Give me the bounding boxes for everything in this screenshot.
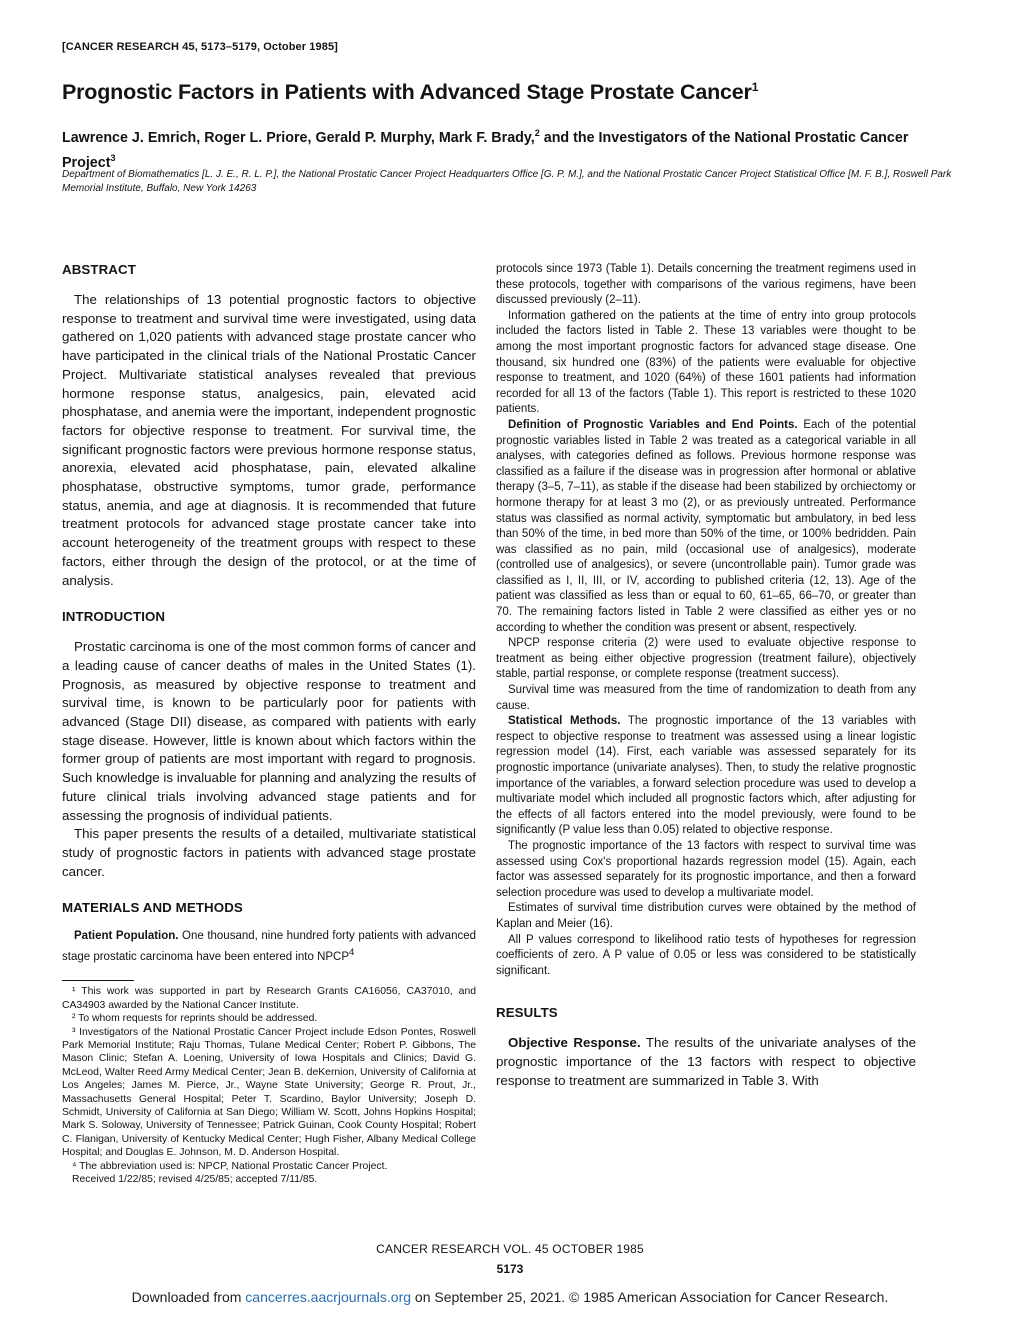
footer-journal-info: CANCER RESEARCH VOL. 45 OCTOBER 1985	[376, 1242, 644, 1256]
introduction-heading: INTRODUCTION	[62, 609, 166, 625]
kaplan-meier-paragraph: Estimates of survival time distribution curves were obtained by the method of Kaplan and Meier (16).	[496, 902, 916, 930]
title-footnote-mark: 1	[751, 80, 759, 94]
download-link[interactable]: cancerres.aacrjournals.org	[245, 1289, 412, 1305]
authors-part1: Lawrence J. Emrich, Roger L. Priore, Gerald P. Murphy, Mark F. Brady,	[62, 129, 535, 146]
patient-population-paragraph	[62, 929, 476, 965]
journal-citation: [CANCER RESEARCH 45, 5173–5179, October 1985]	[62, 41, 338, 53]
author-list	[62, 123, 962, 173]
right-column	[496, 262, 916, 1090]
intro-paragraph-2: This paper presents the results of a detailed, multivariate statistical study of prognostic factors in patients with advanced stage prostate cancer.	[62, 826, 476, 879]
author-footnote-mark-3: 3	[110, 152, 116, 163]
abstract-text: The relationships of 13 potential prognostic factors to objective response to treatment and survival time were investigated, using data gathered on 1,020 patients with advanced stage prostate cancer who have participated in the clinical trials of the National Prostatic Cancer Project. Multivariate statistical analyses revealed that previous hormone response status, analgesics, pain, elevated acid phosphatase, and anemia were the important, independent prognostic factors for objective response to treatment. For survival time, the significant prognostic factors were previous hormone response status, anorexia, elevated acid phosphatase, pain, elevated alkaline phosphatase, obstructive symptoms, tumor grade, performance status, anemia, and age at diagnosis. It is recommended that future treatment protocols for advanced stage prostate cancer take into account heterogeneity of the treatment groups with respect to these factors, either through the design of the protocol, or at the time of analysis.	[62, 292, 476, 588]
download-notice	[0, 1290, 1020, 1305]
footnote-2: ² To whom requests for reprints should be addressed.	[72, 1013, 318, 1025]
intro-paragraph-1: Prostatic carcinoma is one of the most common forms of cancer and a leading cause of cancer deaths of males in the United States (1). Prognosis, as measured by objective response to treatment and survival time, is known to be particularly poor for patients with advanced (Stage DII) disease, as compared with patients with early stage disease. However, little is known about which factors within the former group of patients are most important with regard to prognosis. Such knowledge is invaluable for planning and analyzing the results of future clinical trials involving advanced stage patients and for assessing the prognosis of individual patients.	[62, 639, 476, 823]
author-footnote-mark-2: 2	[534, 128, 540, 138]
footnote-3: ³ Investigators of the National Prostatic Cancer Project include Edson Pontes, Roswell Park Memorial Institute; Raju Thomas, Tulane Medical Center; Robert P. Gibbons, The Mason Clinic; Stefan A. Loening, University of Iowa Hospitals and Clinics; David G. McLeod, Walter Reed Army Medical Center; Jean B. deKernion, University of California at Los Angeles; James M. Pierce, Jr., Wayne State University; George R. Prout, Jr., Massachusetts General Hospital; Peter T. Scardino, Baylor University; Joseph D. Schmidt, University of California at San Diego; William W. Scott, Johns Hopkins Hospital; Mark S. Soloway, University of Tennessee; Patrick Guinan, Cook County Hospital; Robert C. Flanigan, University of Kentucky Medical Center; Hugh Fisher, Albany Medical College Hospital; and Douglas E. Johnson, M. D. Anderson Hospital.	[62, 1026, 476, 1159]
authors-part2: and the Investigators of the National Prostatic Cancer Project	[62, 129, 909, 171]
right-paragraph-2: Information gathered on the patients at the time of entry into group protocols included the factors listed in Table 2. These 13 variables were thought to be among the most important prognostic factors for advanced stage disease. One thousand, six hundred one (83%) of the patients were evaluable for objective response to treatment, and 1020 (64%) of these 1601 patients had information recorded for all 13 of the factors (Table 1). This report is restricted to these 1020 patients.	[496, 309, 916, 416]
survival-time-paragraph: Survival time was measured from the time of randomization to death from any cause.	[496, 684, 916, 712]
footnote-1: ¹ This work was supported in part by Research Grants CA16056, CA37010, and CA34903 awarded by the National Cancer Institute.	[62, 986, 476, 1011]
patient-population-subhead: Patient Population.	[74, 930, 179, 943]
received-dates: Received 1/22/85; revised 4/25/85; accepted 7/11/85.	[72, 1174, 318, 1186]
patient-population-text: One thousand, nine hundred forty patients with advanced stage prostatic carcinoma have been entered into NPCP	[62, 930, 477, 963]
npcp-footnote-mark: 4	[349, 946, 355, 958]
objective-response-paragraph	[496, 1034, 916, 1090]
p-values-paragraph: All P values correspond to likelihood ratio tests of hypotheses for regression coefficients of zero. A P value of 0.05 or less was considered to be statistically significant.	[496, 933, 916, 977]
download-suffix: on September 25, 2021. © 1985 American Association for Cancer Research.	[411, 1289, 889, 1305]
abstract-heading: ABSTRACT	[62, 262, 136, 277]
footnote-4: ⁴ The abbreviation used is: NPCP, National Prostatic Cancer Project.	[72, 1160, 388, 1172]
footnote-divider	[62, 980, 134, 981]
paper-title	[62, 80, 758, 105]
results-heading: RESULTS	[496, 1005, 558, 1021]
definition-paragraph	[496, 418, 916, 636]
download-prefix: Downloaded from	[131, 1289, 246, 1305]
left-column	[62, 262, 476, 1187]
affiliation: Department of Biomathematics [L. J. E., R. L. P.], the National Prostatic Cancer Project Headquarters Office [G. P. M.], and the National Prostatic Cancer Project Statistical Office [M. F. B.], Roswell Park Memorial Institute, Buffalo, New York 14263	[62, 169, 952, 194]
methods-heading: MATERIALS AND METHODS	[62, 900, 243, 916]
statistical-methods-text: The prognostic importance of the 13 variables with respect to objective response to treatment was assessed using a linear logistic regression model (14). First, each variable was assessed separately for its prognostic importance (univariate analyses). Then, to study the relative prognostic importance of the variables, a forward selection procedure was used to develop a multivariate model which included all prognostic factors which, after adjusting for the effects of all factors entered into the model previously, were found to be significantly (P value less than 0.05) related to objective response.	[496, 715, 916, 837]
definition-text: Each of the potential prognostic variables listed in Table 2 was treated as a categorical variable in all analyses, with categories defined as follows. Previous hormone response was classified as a failure if the disease was in progression after hormonal or ablative therapy (3–5, 7–11), as stable if the disease had been stabilized by orchiectomy or hormone therapy for at least 3 mo (2), or as previously untreated. Performance status was classified as normal activity, symptomatic but ambulatory, in bed less than 50% of the time, in bed more than 50% of the time, or 100% bedridden. Pain was classified as no pain, mild (occasional use of analgesics), moderate (controlled use of analgesics), or severe (uncontrollable pain). Tumor grade was classified as I, II, III, or IV, according to published criteria (12, 13). Age of the patient was classified as less than or equal to 60, 61–65, 66–70, or greater than 70. The remaining factors listed in Table 2 were classified as either yes or no according to whether the condition was present or absent, respectively.	[496, 418, 916, 634]
cox-model-paragraph: The prognostic importance of the 13 factors with respect to survival time was assessed using Cox's proportional hazards regression model (15). Again, each factor was assessed separately for its prognostic importance, and then a forward selection procedure was used to develop a multivariate model.	[496, 839, 916, 899]
definition-subhead: Definition of Prognostic Variables and End Points.	[508, 418, 798, 431]
statistical-methods-subhead: Statistical Methods.	[508, 715, 621, 728]
right-paragraph-1: protocols since 1973 (Table 1). Details concerning the treatment regimens used in these protocols, together with comparisons of the various regimens, have been discussed previously (2–11).	[496, 263, 916, 307]
page-number: 5173	[496, 1262, 524, 1276]
objective-response-subhead: Objective Response.	[508, 1035, 641, 1051]
statistical-methods-paragraph	[496, 714, 916, 839]
paper-title-text: Prognostic Factors in Patients with Advanced Stage Prostate Cancer	[62, 80, 752, 105]
objective-response-text: The results of the univariate analyses of the prognostic importance of the 13 factors with respect to objective response to treatment are summarized in Table 3. With	[496, 1035, 916, 1088]
response-criteria-paragraph: NPCP response criteria (2) were used to evaluate objective response to treatment as being either objective progression (treatment failure), objectively stable, partial response, or complete response (treatment success).	[496, 637, 916, 681]
